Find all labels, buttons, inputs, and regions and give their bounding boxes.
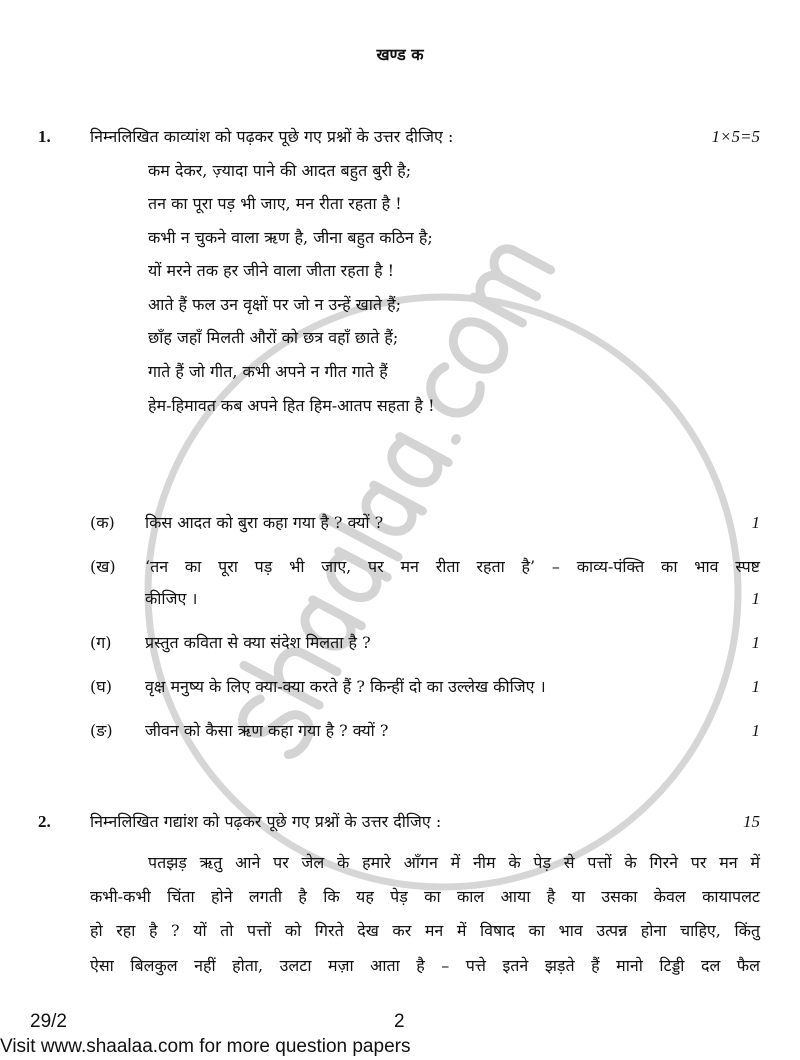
passage-line: हो रहा है ? यों तो पत्तों को गिरते देख कर मन में विषाद का भाव उत्पन्न होना चाहिए, किंतु (90, 921, 760, 940)
visit-link[interactable]: Visit www.shaalaa.com for more question papers (0, 1036, 411, 1057)
subquestion-text: प्रस्तुत कविता से क्या संदेश मिलता है ? (145, 633, 371, 652)
subquestion-marks: 1 (751, 589, 760, 608)
passage-line: कभी-कभी चिंता होने लगती है कि यह पेड़ का काल आया है या उसका केवल कायापलट (90, 887, 760, 906)
poem-line: आते हैं फल उन वृक्षों पर जो न उन्हें खाते हैं; (148, 295, 401, 314)
poem-line: गाते हैं जो गीत, कभी अपने न गीत गाते हैं (148, 362, 388, 381)
subquestion-text-cont: कीजिए । (145, 589, 198, 608)
question-prompt: निम्नलिखित काव्यांश को पढ़कर पूछे गए प्रश्नों के उत्तर दीजिए : (90, 127, 454, 146)
passage-line: पतझड़ ऋतु आने पर जेल के हमारे आँगन में नीम के पेड़ से पत्तों के गिरने पर मन में (148, 853, 760, 872)
subquestion-text: किस आदत को बुरा कहा गया है ? क्यों ? (145, 513, 384, 532)
subquestion-label: (क) (90, 513, 115, 532)
paper-code: 29/2 (30, 1011, 67, 1032)
subquestion-label: (ख) (90, 557, 116, 576)
poem-line: तन का पूरा पड़ भी जाए, मन रीता रहता है ! (148, 194, 402, 213)
subquestion-marks: 1 (751, 633, 760, 652)
subquestion-marks: 1 (751, 513, 760, 532)
poem-line: कम देकर, ज़्यादा पाने की आदत बहुत बुरी है; (148, 161, 412, 180)
subquestion-text: वृक्ष मनुष्य के लिए क्या-क्या करते हैं ? किन्हीं दो का उल्लेख कीजिए । (145, 677, 546, 696)
subquestion-marks: 1 (751, 677, 760, 696)
subquestion-text: ‘तन का पूरा पड़ भी जाए, पर मन रीता रहता है’ – काव्य-पंक्ति का भाव स्पष्ट (145, 557, 760, 576)
question-number: 1. (38, 127, 51, 146)
question-marks: 1×5=5 (711, 127, 760, 146)
poem-line: यों मरने तक हर जीने वाला जीता रहता है ! (148, 261, 395, 280)
poem-line: कभी न चुकने वाला ऋण है, जीना बहुत कठिन है; (148, 228, 433, 247)
subquestion-label: (ग) (90, 633, 112, 652)
subquestion-label: (घ) (90, 677, 112, 696)
poem-line: हेम-हिमावत कब अपने हित हिम-आतप सहता है ! (148, 396, 435, 415)
question-prompt: निम्नलिखित गद्यांश को पढ़कर पूछे गए प्रश्नों के उत्तर दीजिए : (90, 812, 442, 831)
page-number: 2 (394, 1011, 405, 1032)
question-number: 2. (38, 812, 51, 831)
section-title: खण्ड क (376, 45, 424, 64)
subquestion-marks: 1 (751, 721, 760, 740)
watermark-circle (148, 297, 738, 887)
subquestion-label: (ङ) (90, 721, 113, 740)
subquestion-text: जीवन को कैसा ऋण कहा गया है ? क्यों ? (145, 721, 389, 740)
question-marks: 15 (743, 812, 760, 831)
poem-line: छाँह जहाँ मिलती औरों को छत्र वहाँ छाते हैं; (148, 328, 399, 347)
passage-line: ऐसा बिलकुल नहीं होता, उलटा मज़ा आता है – पत्ते इतने झड़ते हैं मानो टिड्डी दल फैल (90, 956, 760, 975)
